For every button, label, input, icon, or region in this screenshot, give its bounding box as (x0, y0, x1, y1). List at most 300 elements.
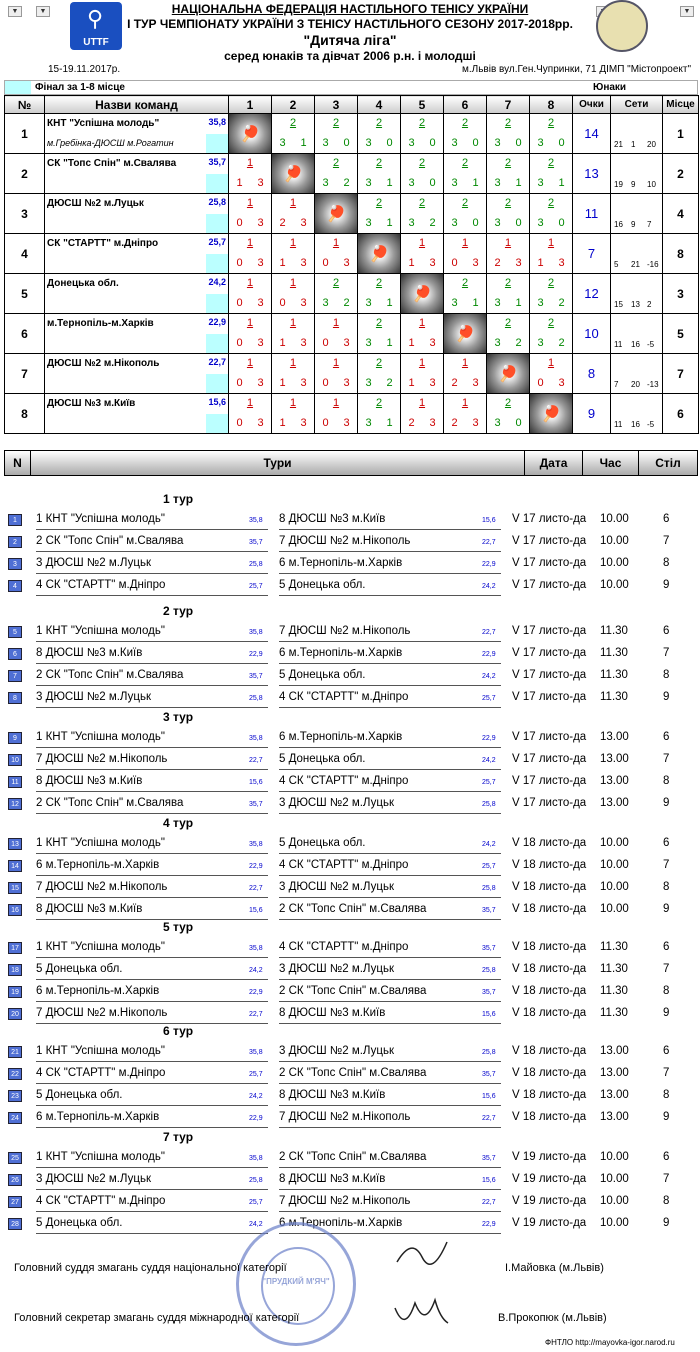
match-row (0, 959, 700, 981)
result-sets-won: 1 (236, 177, 243, 189)
secretary-role: Головний секретар змагань суддя міжнародної категорії (14, 1312, 300, 1324)
match-table: 7 (663, 753, 670, 765)
sets-diff: 20 (647, 140, 656, 149)
team-a-rating: 35,8 (249, 945, 263, 952)
team-place: 3 (663, 274, 699, 314)
match-id-button[interactable]: 6 (8, 648, 22, 660)
ping-pong-icon: 🏓 (369, 245, 389, 263)
result-points: 2 (418, 197, 426, 209)
result-points: 1 (332, 357, 340, 369)
result-points: 1 (246, 157, 254, 169)
result-sets-won: 0 (322, 337, 329, 349)
results-grid (4, 95, 698, 434)
match-date: V 18 листо-да (512, 1089, 587, 1101)
header-col-5: 5 (401, 96, 444, 114)
match-table: 6 (663, 625, 670, 637)
team-b-rating: 15,6 (482, 1093, 496, 1100)
result-points: 1 (504, 237, 512, 249)
team-cell (45, 354, 229, 394)
match-id-button[interactable]: 21 (8, 1046, 22, 1058)
team-b: 6 м.Тернопіль-м.Харків (279, 1217, 403, 1229)
result-points: 1 (289, 237, 297, 249)
team-a-rating: 25,8 (249, 1177, 263, 1184)
result-cell (487, 394, 530, 434)
team-name: СК "Топс Спін" м.Свалява (47, 158, 177, 169)
tour-title: 5 тур (163, 920, 194, 934)
team-b: 3 ДЮСШ №2 м.Луцьк (279, 881, 394, 893)
result-points: 1 (461, 397, 469, 409)
team-a: 7 ДЮСШ №2 м.Нікополь (36, 753, 168, 765)
team-a: 8 ДЮСШ №3 м.Київ (36, 647, 143, 659)
team-row (5, 194, 699, 234)
team-a: 8 ДЮСШ №3 м.Київ (36, 903, 143, 915)
match-date: V 18 листо-да (512, 985, 587, 997)
match-date: V 18 листо-да (512, 859, 587, 871)
result-cell (315, 114, 358, 154)
result-sets-won: 3 (322, 297, 329, 309)
team-b-rating: 22,7 (482, 1115, 496, 1122)
match-table: 7 (663, 963, 670, 975)
team-a-rating: 25,8 (249, 561, 263, 568)
result-cell (229, 274, 272, 314)
tour-title: 4 тур (163, 816, 194, 830)
header-col-8: 8 (530, 96, 573, 114)
result-sets-lost: 1 (386, 177, 393, 189)
schedule-header (4, 450, 698, 476)
sets-lost: 13 (631, 300, 640, 309)
match-table: 8 (663, 985, 670, 997)
team-b-rating: 25,7 (482, 863, 496, 870)
header-col-1: 1 (229, 96, 272, 114)
result-points: 2 (547, 197, 555, 209)
match-table: 9 (663, 903, 670, 915)
sets-diff: -5 (647, 420, 655, 429)
match-id-button[interactable]: 17 (8, 942, 22, 954)
match-id-button[interactable]: 5 (8, 626, 22, 638)
team-a-rating: 35,8 (249, 1155, 263, 1162)
match-time: 10.00 (600, 837, 629, 849)
result-sets-lost: 0 (558, 217, 565, 229)
result-sets-won: 2 (451, 377, 458, 389)
result-sets-won: 3 (365, 417, 372, 429)
team-b-rating: 22,9 (482, 1221, 496, 1228)
result-points: 2 (504, 277, 512, 289)
team-b: 4 СК "СТАРТТ" м.Дніпро (279, 775, 409, 787)
logo-text: UTTF (83, 37, 109, 48)
result-sets-won: 0 (236, 417, 243, 429)
team-num: 1 (5, 114, 45, 154)
ping-pong-player-icon: ⚲ (86, 6, 104, 31)
result-points: 1 (418, 357, 426, 369)
match-time: 13.00 (600, 797, 629, 809)
team-a-rating: 22,7 (249, 757, 263, 764)
team-a-rating: 35,8 (249, 517, 263, 524)
match-id-button[interactable]: 24 (8, 1112, 22, 1124)
team-b: 6 м.Тернопіль-м.Харків (279, 731, 403, 743)
match-time: 13.00 (600, 731, 629, 743)
result-points: 2 (504, 397, 512, 409)
match-id-button[interactable]: 4 (8, 580, 22, 592)
team-a: 2 СК "Топс Спін" м.Свалява (36, 535, 184, 547)
result-points: 2 (332, 277, 340, 289)
match-id-button[interactable]: 14 (8, 860, 22, 872)
match-id-button[interactable]: 16 (8, 904, 22, 916)
match-table: 8 (663, 881, 670, 893)
result-sets-lost: 1 (472, 297, 479, 309)
match-row (0, 981, 700, 1003)
team-cell (45, 394, 229, 434)
result-cell (530, 194, 573, 234)
team-a: 4 СК "СТАРТТ" м.Дніпро (36, 1195, 166, 1207)
team-num: 7 (5, 354, 45, 394)
result-points: 2 (418, 157, 426, 169)
team-rating: 15,6 (208, 397, 226, 407)
match-table: 6 (663, 513, 670, 525)
team-sets (611, 354, 663, 394)
result-points: 2 (504, 317, 512, 329)
match-row (0, 1147, 700, 1169)
match-id-button[interactable]: 2 (8, 536, 22, 548)
team-rating: 22,9 (208, 317, 226, 327)
result-sets-lost: 3 (343, 377, 350, 389)
sets-lost: 16 (631, 340, 640, 349)
schedule-header-n: N (5, 451, 31, 475)
self-cell (401, 274, 444, 314)
result-sets-won: 0 (279, 297, 286, 309)
tour-title: 7 тур (163, 1130, 194, 1144)
sets-diff: -13 (647, 380, 659, 389)
match-row (0, 687, 700, 709)
team-a-rating: 35,8 (249, 629, 263, 636)
match-id-button[interactable]: 13 (8, 838, 22, 850)
match-id-button[interactable]: 12 (8, 798, 22, 810)
match-id-button[interactable]: 22 (8, 1068, 22, 1080)
match-time: 10.00 (600, 881, 629, 893)
official-stamp (236, 1222, 356, 1346)
match-table: 7 (663, 859, 670, 871)
match-time: 10.00 (600, 1195, 629, 1207)
result-cell (272, 314, 315, 354)
result-points: 1 (332, 397, 340, 409)
result-sets-lost: 3 (257, 257, 264, 269)
match-id-button[interactable]: 18 (8, 964, 22, 976)
match-date: V 18 листо-да (512, 1007, 587, 1019)
ping-pong-icon: 🏓 (541, 405, 561, 423)
match-row (0, 1169, 700, 1191)
result-sets-lost: 3 (472, 377, 479, 389)
result-points: 2 (332, 157, 340, 169)
team-place: 7 (663, 354, 699, 394)
match-date: V 17 листо-да (512, 753, 587, 765)
match-time: 11.30 (600, 691, 628, 703)
match-time: 11.30 (600, 669, 628, 681)
result-points: 1 (461, 357, 469, 369)
match-id-button[interactable]: 9 (8, 732, 22, 744)
result-cell (229, 194, 272, 234)
result-points: 1 (246, 397, 254, 409)
team-b-rating: 35,7 (482, 1155, 496, 1162)
team-sets (611, 154, 663, 194)
match-id-button[interactable]: 27 (8, 1196, 22, 1208)
result-cell (272, 234, 315, 274)
match-row (0, 1191, 700, 1213)
judge-name: І.Майовка (м.Львів) (505, 1262, 604, 1274)
result-sets-lost: 3 (429, 377, 436, 389)
result-sets-lost: 0 (472, 217, 479, 229)
team-a: 5 Донецька обл. (36, 1089, 123, 1101)
team-b-rating: 22,7 (482, 1199, 496, 1206)
team-b-rating: 35,7 (482, 1071, 496, 1078)
result-sets-lost: 1 (515, 297, 522, 309)
team-rating: 25,7 (208, 237, 226, 247)
result-cell (315, 314, 358, 354)
match-table: 6 (663, 837, 670, 849)
team-b: 7 ДЮСШ №2 м.Нікополь (279, 1111, 411, 1123)
team-name: ДЮСШ №3 м.Київ (47, 398, 136, 409)
match-id-button[interactable]: 7 (8, 670, 22, 682)
result-points: 1 (289, 357, 297, 369)
team-b-rating: 25,8 (482, 885, 496, 892)
result-sets-won: 0 (236, 297, 243, 309)
team-rating: 35,7 (208, 157, 226, 167)
match-id-button[interactable]: 3 (8, 558, 22, 570)
team-a: 6 м.Тернопіль-м.Харків (36, 859, 160, 871)
result-sets-won: 3 (494, 417, 501, 429)
sets-won: 7 (614, 380, 619, 389)
match-table: 6 (663, 941, 670, 953)
match-id-button[interactable]: 10 (8, 754, 22, 766)
result-sets-lost: 1 (386, 297, 393, 309)
match-table: 8 (663, 1089, 670, 1101)
match-table: 9 (663, 691, 670, 703)
team-a-rating: 35,7 (249, 539, 263, 546)
team-b-rating: 25,8 (482, 967, 496, 974)
team-b-rating: 22,9 (482, 735, 496, 742)
match-row (0, 665, 700, 687)
team-rating: 35,8 (208, 117, 226, 127)
team-a-rating: 22,9 (249, 651, 263, 658)
sets-won: 11 (614, 340, 623, 349)
sets-lost: 21 (631, 260, 640, 269)
team-name: СК "СТАРТТ" м.Дніпро (47, 238, 159, 249)
result-sets-won: 0 (236, 217, 243, 229)
match-time: 10.00 (600, 535, 629, 547)
team-num: 4 (5, 234, 45, 274)
result-sets-won: 3 (451, 217, 458, 229)
result-sets-won: 1 (408, 257, 415, 269)
match-date: V 18 листо-да (512, 903, 587, 915)
team-a: 1 КНТ "Успішна молодь" (36, 837, 165, 849)
team-sets (611, 394, 663, 434)
team-b: 3 ДЮСШ №2 м.Луцьк (279, 963, 394, 975)
match-row (0, 771, 700, 793)
team-a-rating: 22,7 (249, 1011, 263, 1018)
match-table: 9 (663, 579, 670, 591)
ping-pong-icon: 🏓 (455, 325, 475, 343)
team-a-rating: 15,6 (249, 907, 263, 914)
result-points: 1 (547, 357, 555, 369)
result-sets-lost: 2 (558, 337, 565, 349)
match-date: V 19 листо-да (512, 1151, 587, 1163)
match-date: V 18 листо-да (512, 881, 587, 893)
result-sets-won: 2 (494, 257, 501, 269)
team-points: 11 (573, 194, 611, 234)
self-cell (530, 394, 573, 434)
team-name: Донецька обл. (47, 278, 119, 289)
team-row (5, 354, 699, 394)
dropdown-b[interactable]: ▼ (36, 6, 50, 17)
team-cell (45, 114, 229, 154)
team-a: 5 Донецька обл. (36, 1217, 123, 1229)
team-sets (611, 274, 663, 314)
match-id-button[interactable]: 28 (8, 1218, 22, 1230)
team-b: 7 ДЮСШ №2 м.Нікополь (279, 1195, 411, 1207)
result-sets-won: 2 (279, 217, 286, 229)
match-time: 10.00 (600, 903, 629, 915)
result-sets-won: 0 (236, 337, 243, 349)
team-b-rating: 25,7 (482, 779, 496, 786)
result-points: 1 (246, 197, 254, 209)
match-time: 11.30 (600, 1007, 628, 1019)
result-sets-won: 3 (537, 297, 544, 309)
match-date: V 18 листо-да (512, 1111, 587, 1123)
header-col-6: 6 (444, 96, 487, 114)
team-row (5, 114, 699, 154)
team-sets (611, 194, 663, 234)
team-rating: 22,7 (208, 357, 226, 367)
match-time: 13.00 (600, 1089, 629, 1101)
result-sets-lost: 3 (558, 257, 565, 269)
match-id-button[interactable]: 11 (8, 776, 22, 788)
match-id-button[interactable]: 19 (8, 986, 22, 998)
team-sets (611, 314, 663, 354)
result-sets-lost: 2 (515, 337, 522, 349)
match-time: 13.00 (600, 1045, 629, 1057)
match-id-button[interactable]: 20 (8, 1008, 22, 1020)
match-date: V 19 листо-да (512, 1173, 587, 1185)
result-sets-lost: 0 (515, 217, 522, 229)
team-a: 2 СК "Топс Спін" м.Свалява (36, 669, 184, 681)
result-points: 2 (375, 117, 383, 129)
schedule-header-table: Стіл (655, 456, 681, 470)
result-sets-lost: 0 (429, 177, 436, 189)
result-points: 2 (504, 197, 512, 209)
sets-won: 5 (614, 260, 619, 269)
team-b: 3 ДЮСШ №2 м.Луцьк (279, 797, 394, 809)
match-time: 11.30 (600, 985, 628, 997)
result-sets-lost: 3 (257, 417, 264, 429)
result-cell (487, 154, 530, 194)
result-sets-lost: 3 (429, 337, 436, 349)
result-sets-lost: 2 (343, 177, 350, 189)
result-points: 2 (375, 277, 383, 289)
team-a: 6 м.Тернопіль-м.Харків (36, 985, 160, 997)
team-cell (45, 194, 229, 234)
result-sets-lost: 3 (257, 337, 264, 349)
sets-lost: 1 (631, 140, 636, 149)
match-id-button[interactable]: 25 (8, 1152, 22, 1164)
match-date: V 18 листо-да (512, 1045, 587, 1057)
result-points: 2 (547, 117, 555, 129)
team-points: 9 (573, 394, 611, 434)
team-name: м.Тернопіль-м.Харків (47, 318, 154, 329)
result-cell (315, 234, 358, 274)
team-cell (45, 154, 229, 194)
header-col-4: 4 (358, 96, 401, 114)
result-sets-won: 3 (494, 297, 501, 309)
result-sets-won: 3 (408, 137, 415, 149)
result-sets-lost: 0 (429, 137, 436, 149)
team-b: 7 ДЮСШ №2 м.Нікополь (279, 625, 411, 637)
team-a-rating: 35,8 (249, 1049, 263, 1056)
tour-title: 2 тур (163, 604, 194, 618)
match-date: V 17 листо-да (512, 647, 587, 659)
team-row (5, 394, 699, 434)
result-sets-lost: 3 (558, 377, 565, 389)
match-time: 13.00 (600, 753, 629, 765)
sets-diff: 7 (647, 220, 652, 229)
team-row (5, 154, 699, 194)
ping-pong-icon: 🏓 (498, 365, 518, 383)
result-sets-lost: 2 (429, 217, 436, 229)
match-table: 7 (663, 1173, 670, 1185)
schedule-header-date: Дата (525, 451, 583, 475)
result-sets-won: 3 (537, 217, 544, 229)
result-points: 1 (289, 197, 297, 209)
team-b: 8 ДЮСШ №3 м.Київ (279, 513, 386, 525)
match-date: V 18 листо-да (512, 963, 587, 975)
result-cell (229, 234, 272, 274)
ping-pong-icon: 🏓 (326, 205, 346, 223)
result-points: 1 (332, 317, 340, 329)
team-b-rating: 25,8 (482, 1049, 496, 1056)
result-sets-won: 3 (451, 297, 458, 309)
match-table: 6 (663, 1045, 670, 1057)
match-id-button[interactable]: 26 (8, 1174, 22, 1186)
team-a: 8 ДЮСШ №3 м.Київ (36, 775, 143, 787)
match-id-button[interactable]: 1 (8, 514, 22, 526)
team-a: 3 ДЮСШ №2 м.Луцьк (36, 1173, 151, 1185)
result-points: 2 (375, 397, 383, 409)
result-sets-lost: 1 (472, 177, 479, 189)
match-id-button[interactable]: 8 (8, 692, 22, 704)
tour-title: 3 тур (163, 710, 194, 724)
match-date: V 17 листо-да (512, 625, 587, 637)
match-id-button[interactable]: 23 (8, 1090, 22, 1102)
team-b: 5 Донецька обл. (279, 579, 366, 591)
match-date: V 18 листо-да (512, 1067, 587, 1079)
match-table: 8 (663, 669, 670, 681)
result-points: 2 (375, 357, 383, 369)
team-a: 3 ДЮСШ №2 м.Луцьк (36, 557, 151, 569)
result-sets-lost: 3 (472, 417, 479, 429)
team-a: 6 м.Тернопіль-м.Харків (36, 1111, 160, 1123)
match-time: 11.30 (600, 647, 628, 659)
result-cell (444, 114, 487, 154)
result-sets-lost: 3 (257, 177, 264, 189)
match-id-button[interactable]: 15 (8, 882, 22, 894)
dropdown-a[interactable]: ▼ (8, 6, 22, 17)
result-points: 2 (332, 117, 340, 129)
match-date: V 17 листо-да (512, 775, 587, 787)
team-a-rating: 35,7 (249, 801, 263, 808)
result-sets-lost: 3 (300, 257, 307, 269)
result-sets-lost: 3 (300, 337, 307, 349)
result-points: 2 (375, 197, 383, 209)
self-cell (487, 354, 530, 394)
dropdown-d[interactable]: ▼ (680, 6, 694, 17)
tour-title: 1 тур (163, 492, 194, 506)
